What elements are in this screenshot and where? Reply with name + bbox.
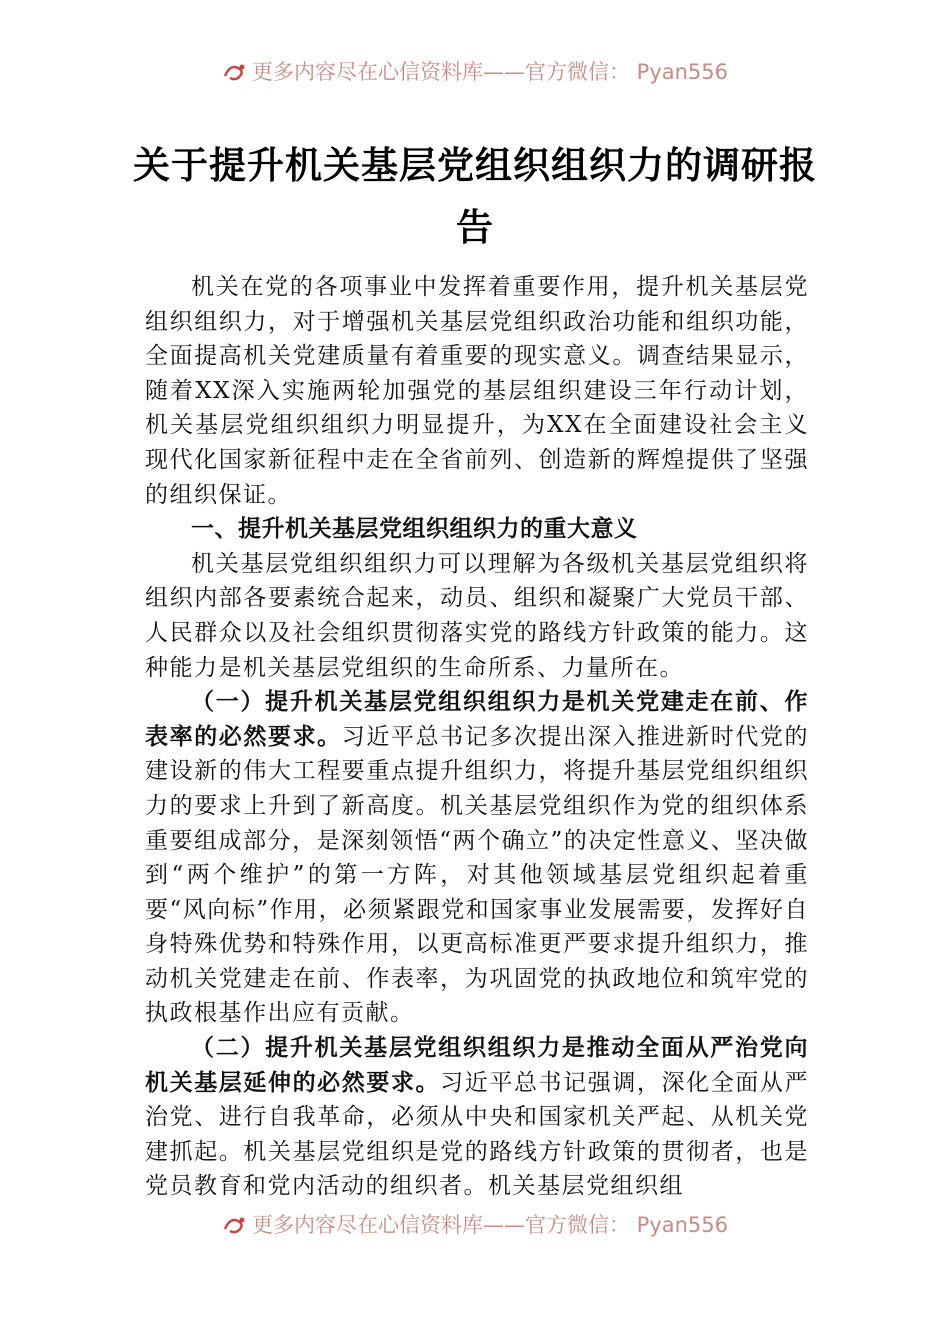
subsection-1-text: 习近平总书记多次提出深入推进新时代党的建设新的伟大工程要重点提升组织力，将提升基层党组织组织力的要求上升到了新高度。机关基层党组织作为党的组织体系重要组成部分，是深刻领悟“两个确立”的决定性意义、坚决做到“两个维护”的第一方阵，对其他领域基层党组织起着重要“风向标”作用，必须紧跟党和国家事业发展需要，发挥好自身特殊优势和特殊作用，以更高标准更严要求提升组织力，推动机关党建走在前、作表率，为巩固党的执政地位和筑牢党的执政根基作出应有贡献。 bbox=[145, 723, 810, 1027]
section-heading: 一、提升机关基层党组织组织力的重大意义 bbox=[191, 516, 638, 543]
subsection-2-text: 习近平总书记强调，深化全面从严治党、进行自我革命，必须从中央和国家机关严起、从机关党建抓起。机关基层党组织是党的路线方针政策的贯彻者，也是党员教育和党内活动的组织者。机关基层党组织组 bbox=[145, 1069, 810, 1200]
intro-paragraph: 机关在党的各项事业中发挥着重要作用，提升机关基层党组织组织力，对于增强机关基层党组织政治功能和组织功能，全面提高机关党建质量有着重要的现实意义。调查结果显示，随着XX深入实施两轮加强党的基层组织建设三年行动计划，机关基层党组织组织力明显提升，为XX在全面建设社会主义现代化国家新征程中走在全省前列、创造新的辉煌提供了坚强的组织保证。 bbox=[145, 274, 809, 508]
watermark-header bbox=[0, 56, 950, 90]
subsection-1 bbox=[145, 685, 809, 1031]
watermark-text: 更多内容尽在心信资料库——官方微信： Pyan556 bbox=[251, 1213, 729, 1237]
watermark-text: 更多内容尽在心信资料库——官方微信： Pyan556 bbox=[251, 60, 729, 84]
watermark-logo-icon bbox=[222, 62, 248, 82]
watermark-logo-icon bbox=[222, 1215, 248, 1235]
document-body bbox=[145, 270, 809, 1204]
subsection-2-lead: （二）提升机关基层党组织组织力是推动全面从严治党向机关基层延伸的必然要求。 bbox=[145, 1034, 809, 1096]
section-paragraph: 机关基层党组织组织力可以理解为各级机关基层党组织将组织内部各要素统合起来，动员、组织和凝聚广大党员干部、人民群众以及社会组织贯彻落实党的路线方针政策的能力。这种能力是机关基层党组织的生命所系、力量所在。 bbox=[145, 550, 809, 681]
watermark-footer bbox=[0, 1209, 950, 1243]
subsection-2 bbox=[145, 1031, 809, 1204]
document-title: 关于提升机关基层党组织组织力的调研报告 bbox=[133, 143, 817, 249]
subsection-1-lead: （一）提升机关基层党组织组织力是机关党建走在前、作表率的必然要求。 bbox=[145, 688, 809, 750]
